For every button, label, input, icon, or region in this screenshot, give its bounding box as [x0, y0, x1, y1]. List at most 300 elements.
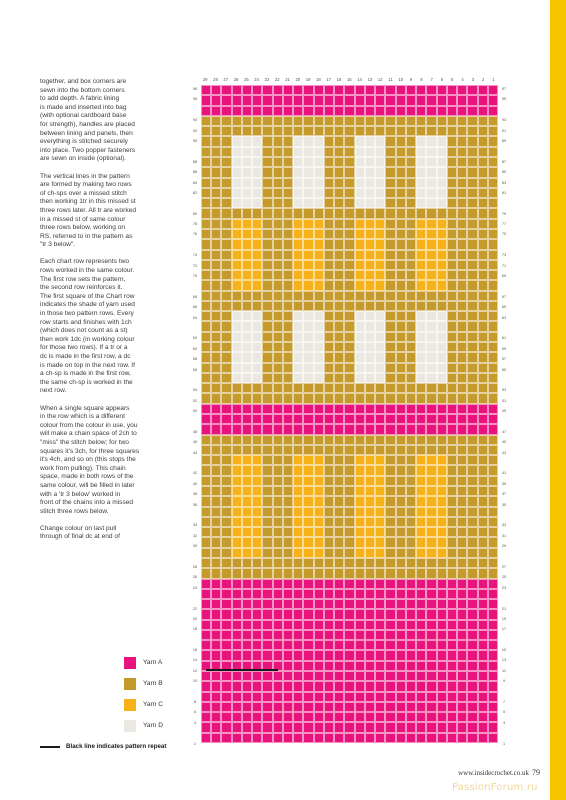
chart-cell — [447, 599, 457, 609]
chart-cell — [396, 270, 406, 280]
chart-cell — [314, 383, 324, 393]
chart-cell — [273, 95, 283, 105]
chart-cell — [355, 733, 365, 743]
chart-cell — [396, 650, 406, 660]
chart-cell — [344, 260, 354, 270]
chart-cell — [303, 589, 313, 599]
chart-cell — [426, 321, 436, 331]
page-footer — [380, 768, 540, 777]
chart-cell — [334, 404, 344, 414]
chart-cell — [293, 280, 303, 290]
chart-cell — [273, 198, 283, 208]
chart-cell — [478, 311, 488, 321]
chart-cell — [437, 260, 447, 270]
chart-cell — [478, 620, 488, 630]
chart-cell — [273, 219, 283, 229]
row-number: 39 — [501, 481, 507, 486]
chart-cell — [232, 620, 242, 630]
chart-cell — [447, 393, 457, 403]
chart-cell — [406, 445, 416, 455]
chart-cell — [447, 609, 457, 619]
column-number: 1 — [492, 77, 495, 82]
chart-cell — [293, 702, 303, 712]
chart-cell — [375, 640, 385, 650]
chart-cell — [385, 671, 395, 681]
chart-cell — [396, 95, 406, 105]
chart-cell — [478, 157, 488, 167]
chart-cell — [365, 208, 375, 218]
chart-cell — [334, 239, 344, 249]
chart-cell — [273, 414, 283, 424]
row-number: 35 — [501, 502, 507, 507]
chart-cell — [242, 219, 252, 229]
chart-cell — [426, 476, 436, 486]
chart-cell — [447, 229, 457, 239]
chart-cell — [303, 270, 313, 280]
chart-cell — [416, 260, 426, 270]
chart-cell — [467, 589, 477, 599]
chart-cell — [273, 712, 283, 722]
chart-cell — [344, 363, 354, 373]
chart-cell — [375, 116, 385, 126]
row-number: 83 — [501, 180, 507, 185]
chart-cell — [242, 332, 252, 342]
chart-cell — [324, 630, 334, 640]
chart-cell — [406, 465, 416, 475]
chart-cell — [355, 414, 365, 424]
chart-cell — [324, 270, 334, 280]
chart-cell — [426, 692, 436, 702]
chart-cell — [355, 527, 365, 537]
chart-cell — [324, 476, 334, 486]
chart-cell — [283, 661, 293, 671]
chart-cell — [355, 671, 365, 681]
chart-cell — [478, 291, 488, 301]
chart-cell — [221, 435, 231, 445]
chart-cell — [242, 250, 252, 260]
chart-cell — [437, 589, 447, 599]
chart-cell — [334, 527, 344, 537]
chart-cell — [375, 435, 385, 445]
chart-cell — [416, 393, 426, 403]
chart-cell — [478, 568, 488, 578]
chart-cell — [478, 147, 488, 157]
chart-cell — [221, 157, 231, 167]
chart-cell — [457, 404, 467, 414]
chart-cell — [416, 692, 426, 702]
chart-cell — [242, 486, 252, 496]
chart-cell — [375, 393, 385, 403]
column-number: 29 — [202, 77, 208, 82]
chart-cell — [252, 280, 262, 290]
chart-cell — [293, 383, 303, 393]
chart-cell — [283, 589, 293, 599]
chart-cell — [457, 167, 467, 177]
chart-cell — [252, 270, 262, 280]
chart-cell — [406, 167, 416, 177]
chart-cell — [355, 332, 365, 342]
chart-cell — [303, 435, 313, 445]
chart-cell — [457, 496, 467, 506]
chart-cell — [211, 291, 221, 301]
chart-cell — [314, 126, 324, 136]
chart-cell — [273, 239, 283, 249]
chart-cell — [355, 681, 365, 691]
chart-cell — [314, 363, 324, 373]
chart-cell — [416, 95, 426, 105]
chart-cell — [314, 250, 324, 260]
chart-cell — [303, 208, 313, 218]
chart-cell — [252, 178, 262, 188]
chart-cell — [283, 188, 293, 198]
chart-cell — [385, 702, 395, 712]
chart-cell — [314, 239, 324, 249]
chart-cell — [262, 250, 272, 260]
chart-cell — [334, 733, 344, 743]
chart-cell — [273, 650, 283, 660]
chart-cell — [252, 393, 262, 403]
chart-cell — [447, 568, 457, 578]
chart-cell — [385, 167, 395, 177]
chart-cell — [242, 712, 252, 722]
chart-cell — [478, 136, 488, 146]
chart-cell — [478, 650, 488, 660]
chart-cell — [426, 106, 436, 116]
chart-cell — [437, 568, 447, 578]
chart-cell — [273, 342, 283, 352]
chart-cell — [467, 712, 477, 722]
chart-cell — [457, 321, 467, 331]
chart-cell — [232, 352, 242, 362]
chart-cell — [437, 476, 447, 486]
chart-cell — [355, 630, 365, 640]
chart-cell — [437, 116, 447, 126]
chart-cell — [355, 599, 365, 609]
row-numbers-left — [190, 84, 200, 749]
chart-cell — [252, 250, 262, 260]
chart-cell — [273, 579, 283, 589]
chart-cell — [385, 208, 395, 218]
chart-cell — [385, 476, 395, 486]
chart-cell — [447, 537, 457, 547]
chart-cell — [478, 455, 488, 465]
chart-cell — [324, 650, 334, 660]
row-number — [190, 728, 200, 738]
chart-cell — [437, 106, 447, 116]
chart-cell — [344, 486, 354, 496]
chart-cell — [467, 106, 477, 116]
chart-cell — [232, 373, 242, 383]
chart-cell — [232, 178, 242, 188]
chart-cell — [488, 219, 498, 229]
chart-cell — [385, 568, 395, 578]
chart-cell — [478, 373, 488, 383]
row-number: 52 — [192, 398, 198, 403]
chart-cell — [334, 136, 344, 146]
chart-cell — [242, 147, 252, 157]
chart-cell — [283, 681, 293, 691]
chart-cell — [334, 507, 344, 517]
chart-cell — [201, 558, 211, 568]
chart-cell — [488, 85, 498, 95]
chart-cell — [467, 445, 477, 455]
chart-cell — [314, 496, 324, 506]
chart-cell — [406, 126, 416, 136]
chart-cell — [201, 363, 211, 373]
chart-cell — [201, 507, 211, 517]
chart-cell — [262, 198, 272, 208]
chart-cell — [303, 537, 313, 547]
chart-cell — [365, 383, 375, 393]
chart-cell — [314, 136, 324, 146]
chart-cell — [334, 116, 344, 126]
chart-cell — [396, 455, 406, 465]
chart-cell — [211, 352, 221, 362]
chart-cell — [355, 650, 365, 660]
chart-cell — [406, 404, 416, 414]
chart-cell — [293, 548, 303, 558]
chart-cell — [488, 537, 498, 547]
row-number: 63 — [501, 315, 507, 320]
chart-cell — [488, 106, 498, 116]
chart-cell — [232, 496, 242, 506]
legend-item-yarn-a — [124, 657, 184, 671]
chart-cell — [488, 352, 498, 362]
chart-cell — [416, 126, 426, 136]
chart-cell — [385, 681, 395, 691]
chart-cell — [273, 640, 283, 650]
chart-cell — [283, 239, 293, 249]
chart-cell — [201, 239, 211, 249]
chart-cell — [385, 116, 395, 126]
chart-cell — [355, 393, 365, 403]
chart-cell — [221, 681, 231, 691]
chart-cell — [467, 219, 477, 229]
chart-cell — [303, 661, 313, 671]
chart-cell — [314, 435, 324, 445]
chart-cell — [355, 476, 365, 486]
chart-cell — [426, 527, 436, 537]
chart-cell — [262, 702, 272, 712]
chart-cell — [211, 435, 221, 445]
chart-cell — [334, 579, 344, 589]
chart-cell — [457, 630, 467, 640]
row-number: 11 — [502, 668, 506, 673]
chart-cell — [478, 599, 488, 609]
chart-cell — [365, 486, 375, 496]
chart-cell — [437, 435, 447, 445]
chart-cell — [447, 126, 457, 136]
chart-cell — [262, 270, 272, 280]
chart-cell — [406, 229, 416, 239]
chart-cell — [406, 373, 416, 383]
chart-cell — [385, 722, 395, 732]
chart-cell — [273, 537, 283, 547]
chart-cell — [232, 147, 242, 157]
chart-cell — [426, 280, 436, 290]
chart-cell — [201, 85, 211, 95]
chart-cell — [365, 558, 375, 568]
chart-cell — [467, 414, 477, 424]
chart-cell — [283, 332, 293, 342]
chart-cell — [303, 486, 313, 496]
chart-cell — [478, 270, 488, 280]
chart-cell — [488, 712, 498, 722]
chart-cell — [324, 671, 334, 681]
chart-cell — [252, 640, 262, 650]
chart-cell — [426, 198, 436, 208]
chart-cell — [375, 291, 385, 301]
chart-cell — [262, 496, 272, 506]
chart-cell — [426, 260, 436, 270]
chart-cell — [437, 147, 447, 157]
chart-cell — [416, 116, 426, 126]
chart-cell — [283, 147, 293, 157]
chart-cell — [385, 136, 395, 146]
chart-cell — [283, 167, 293, 177]
chart-cell — [467, 393, 477, 403]
chart-cell — [262, 517, 272, 527]
chart-cell — [426, 465, 436, 475]
chart-cell — [303, 95, 313, 105]
chart-cell — [314, 95, 324, 105]
chart-cell — [211, 476, 221, 486]
chart-cell — [273, 548, 283, 558]
chart-cell — [406, 291, 416, 301]
chart-cell — [396, 250, 406, 260]
chart-cell — [478, 486, 488, 496]
chart-cell — [406, 311, 416, 321]
chart-cell — [211, 167, 221, 177]
chart-cell — [406, 219, 416, 229]
chart-cell — [242, 136, 252, 146]
chart-cell — [396, 126, 406, 136]
chart-cell — [365, 681, 375, 691]
row-number — [190, 417, 200, 427]
chart-cell — [252, 198, 262, 208]
chart-cell — [467, 568, 477, 578]
chart-cell — [437, 507, 447, 517]
chart-cell — [457, 445, 467, 455]
chart-cell — [273, 136, 283, 146]
chart-cell — [355, 404, 365, 414]
chart-cell — [385, 496, 395, 506]
chart-cell — [242, 589, 252, 599]
chart-cell — [314, 321, 324, 331]
column-number: 20 — [295, 77, 301, 82]
chart-cell — [232, 537, 242, 547]
chart-cell — [457, 589, 467, 599]
chart-cell — [396, 393, 406, 403]
chart-cell — [211, 548, 221, 558]
chart-cell — [488, 609, 498, 619]
row-number: 78 — [192, 222, 198, 227]
chart-cell — [365, 250, 375, 260]
chart-cell — [293, 147, 303, 157]
chart-cell — [467, 178, 477, 188]
chart-cell — [478, 321, 488, 331]
chart-cell — [334, 332, 344, 342]
chart-cell — [242, 95, 252, 105]
chart-cell — [478, 116, 488, 126]
chart-cell — [201, 147, 211, 157]
chart-cell — [242, 311, 252, 321]
chart-cell — [293, 650, 303, 660]
chart-cell — [467, 147, 477, 157]
chart-cell — [211, 671, 221, 681]
chart-cell — [262, 527, 272, 537]
chart-cell — [303, 558, 313, 568]
chart-cell — [437, 167, 447, 177]
paragraph-4: When a single square appears in the row which is a different colour from the colour in use, you will make a chain space of 2ch to "miss" the stitch below; for two squares it's 3ch, for three squares it's 4ch, and so on (this stops the work from pulling). This chain space, made in both rows of the same colour, will be filled in later with a 'tr 3 below' worked in front of the chains into a missed stitch three rows below. — [40, 404, 140, 515]
chart-cell — [488, 291, 498, 301]
chart-cell — [232, 311, 242, 321]
chart-cell — [273, 229, 283, 239]
chart-cell — [406, 301, 416, 311]
chart-cell — [314, 291, 324, 301]
chart-cell — [334, 393, 344, 403]
chart-cell — [385, 486, 395, 496]
chart-cell — [242, 373, 252, 383]
chart-cell — [211, 126, 221, 136]
chart-cell — [396, 445, 406, 455]
chart-cell — [293, 681, 303, 691]
chart-cell — [365, 147, 375, 157]
chart-cell — [416, 722, 426, 732]
chart-cell — [365, 116, 375, 126]
chart-cell — [478, 301, 488, 311]
row-number: 85 — [501, 170, 507, 175]
chart-cell — [201, 352, 211, 362]
instructions-text — [40, 78, 162, 551]
chart-cell — [221, 599, 231, 609]
chart-cell — [334, 291, 344, 301]
chart-cell — [416, 517, 426, 527]
chart-cell — [273, 250, 283, 260]
chart-cell — [221, 558, 231, 568]
chart-cell — [406, 239, 416, 249]
chart-cell — [385, 219, 395, 229]
chart-cell — [396, 219, 406, 229]
chart-cell — [344, 548, 354, 558]
chart-cell — [324, 558, 334, 568]
chart-cell — [457, 465, 467, 475]
row-number: 80 — [192, 211, 198, 216]
chart-cell — [344, 640, 354, 650]
chart-cell — [201, 188, 211, 198]
column-number: 25 — [244, 77, 249, 82]
chart-cell — [375, 424, 385, 434]
row-number: 95 — [501, 97, 507, 102]
chart-cell — [273, 692, 283, 702]
chart-cell — [232, 424, 242, 434]
chart-cell — [467, 435, 477, 445]
chart-cell — [283, 692, 293, 702]
chart-cell — [242, 722, 252, 732]
chart-cell — [375, 208, 385, 218]
chart-cell — [416, 229, 426, 239]
chart-cell — [334, 383, 344, 393]
chart-cell — [283, 126, 293, 136]
chart-cell — [406, 579, 416, 589]
chart-cell — [211, 496, 221, 506]
chart-cell — [303, 332, 313, 342]
chart-cell — [303, 630, 313, 640]
chart-cell — [437, 126, 447, 136]
chart-cell — [365, 568, 375, 578]
chart-cell — [221, 609, 231, 619]
chart-cell — [488, 250, 498, 260]
